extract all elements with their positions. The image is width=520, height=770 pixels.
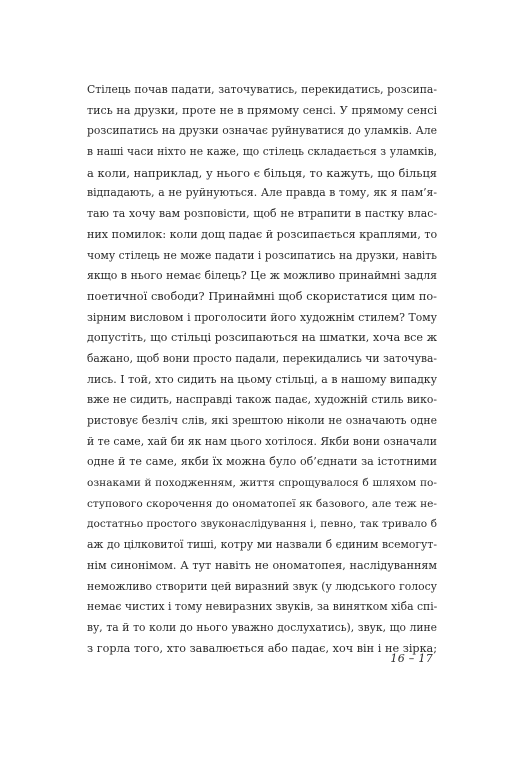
text-line: допустіть, що стільці розсипаються на шматки, хоча все ж (87, 331, 437, 345)
text-line: достатньо простого звуконаслідування і, певно, так тривало б (87, 518, 437, 531)
text-line: ву, та й то коли до нього уважно дослухатись), звук, що лине (87, 620, 437, 634)
text-line: немає чистих і тому невиразних звуків, за винятком хіба спі- (87, 600, 438, 614)
text-line: в наші часи ніхто не каже, що стілець складається з уламків, (87, 145, 437, 159)
text-line: поетичної свободи? Принаймні щоб скористатися цим по- (87, 289, 437, 303)
text-line: тись на друзки, проте не в прямому сенсі. У прямому сенсі (87, 103, 437, 117)
text-line: розсипатись на друзки означає руйнуватися до уламків. Але (87, 124, 437, 138)
text-line: з горла того, хто завалюється або падає, хоч він і не зірка; (87, 641, 437, 655)
text-line: зірним висловом і проголосити його художнім стилем? Тому (87, 310, 437, 324)
text-line: бажано, щоб вони просто падали, перекидались чи заточува- (87, 351, 437, 365)
text-line: неможливо створити цей виразний звук (у людського голосу (87, 579, 437, 593)
text-line: а коли, наприклад, у нього є більця, то кажуть, що більця (87, 165, 437, 180)
text-line: чому стілець не може падати і розсипатись на друзки, навіть (87, 248, 437, 262)
text-line: Стілець почав падати, заточуватись, перекидатись, розсипа- (87, 83, 437, 96)
text-line: лись. І той, хто сидить на цьому стільці, а в нашому випадку (87, 372, 437, 386)
text-line: аж до цілковитої тиші, котру ми назвали б єдиним всемогут- (87, 538, 437, 552)
text-line: відпадають, а не руйнуються. Але правда в тому, як я пам’я- (87, 186, 437, 200)
text-line: якщо в нього немає білець? Це ж можливо принаймні задля (87, 269, 437, 283)
text-line: нім синонімом. А тут навіть не ономатопея, наслідуванням (87, 558, 437, 572)
text-line: одне й те саме, якби їх можна було об’єднати за істотними (87, 455, 437, 469)
page-number: 16 – 17 (390, 652, 433, 665)
body-text (87, 80, 437, 659)
text-line: ступового скорочення до ономатопеї як базового, але теж не- (87, 497, 437, 510)
text-line: й те саме, хай би як нам цього хотілося. Якби вони означали (87, 434, 437, 448)
text-line: них помилок: коли дощ падає й розсипається краплями, то (87, 227, 438, 241)
text-line: таю та хочу вам розповісти, щоб не втрапити в пастку влас- (87, 207, 437, 221)
text-line: вже не сидить, насправді також падає, художній стиль вико- (87, 393, 437, 407)
text-line: ристовує безліч слів, які зрештою ніколи не означають одне (87, 414, 437, 427)
text-line: ознаками й походженням, життя спрощувалося б шляхом по- (87, 477, 437, 490)
